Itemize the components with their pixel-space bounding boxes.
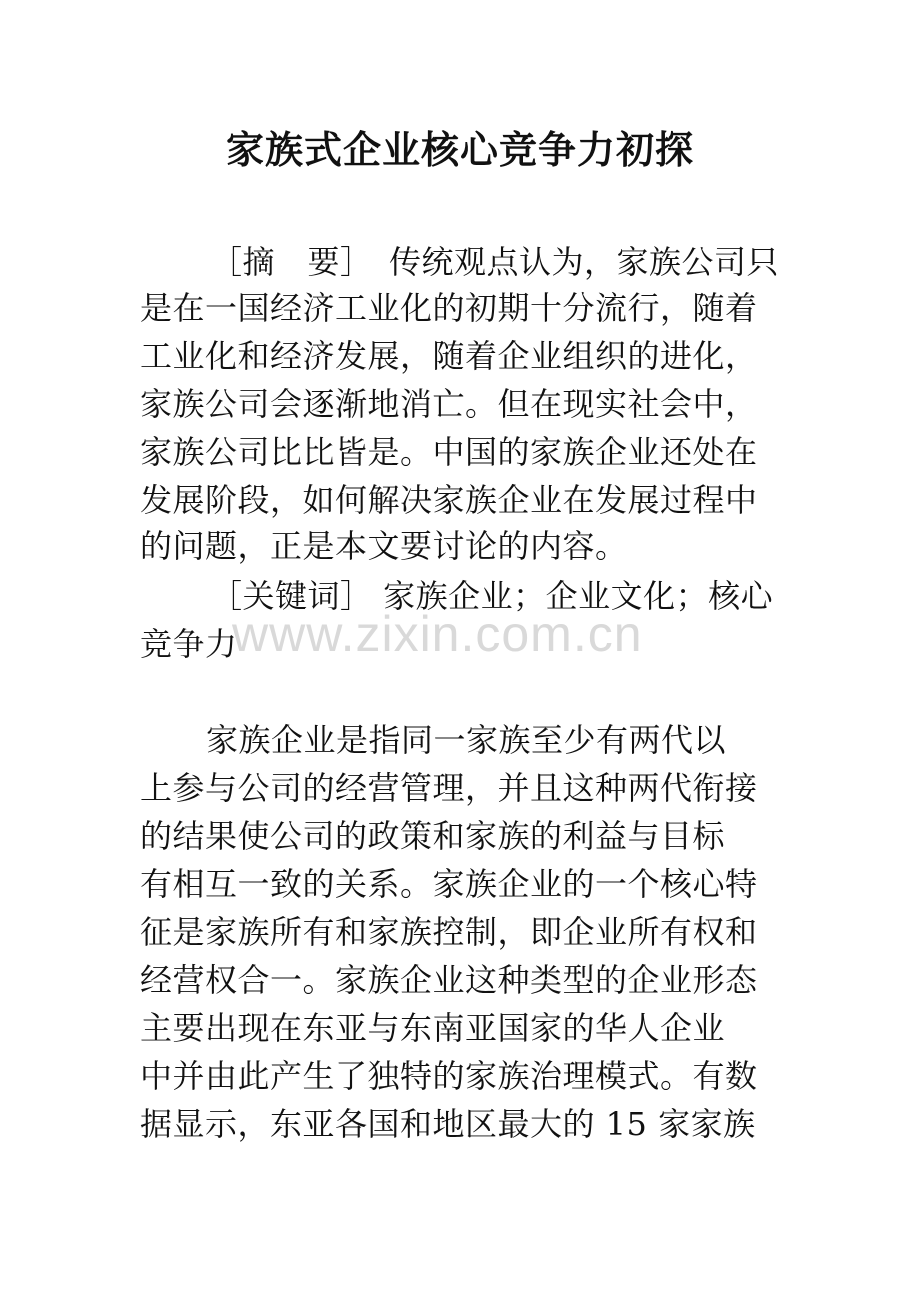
keywords-line: ［关键词］ 家族企业；企业文化；核心 xyxy=(210,577,774,615)
body-line: 征是家族所有和家族控制，即企业所有权和 xyxy=(140,913,758,951)
body-line: 有相互一致的关系。家族企业的一个核心特 xyxy=(140,865,758,903)
abstract-line: 发展阶段，如何解决家族企业在发展过程中 xyxy=(140,481,758,519)
abstract-line: 是在一国经济工业化的初期十分流行，随着 xyxy=(140,289,758,327)
body-line: 家族企业是指同一家族至少有两代以 xyxy=(206,721,727,759)
body-line: 的结果使公司的政策和家族的利益与目标 xyxy=(140,817,726,855)
abstract-line: 家族公司比比皆是。中国的家族企业还处在 xyxy=(140,433,758,471)
keywords-line: 竞争力 xyxy=(140,625,238,663)
body-line: 上参与公司的经营管理，并且这种两代衔接 xyxy=(140,769,758,807)
abstract-line: ［摘 要］ 传统观点认为，家族公司只 xyxy=(210,243,780,281)
abstract-line: 工业化和经济发展，随着企业组织的进化， xyxy=(140,337,758,375)
body-line: 中并由此产生了独特的家族治理模式。有数 xyxy=(140,1057,758,1095)
document-title: 家族式企业核心竞争力初探 xyxy=(225,127,694,172)
body-line: 经营权合一。家族企业这种类型的企业形态 xyxy=(140,961,758,999)
abstract-line: 家族公司会逐渐地消亡。但在现实社会中， xyxy=(140,385,758,423)
body-line: 主要出现在东亚与东南亚国家的华人企业 xyxy=(140,1009,726,1047)
abstract-line: 的问题，正是本文要讨论的内容。 xyxy=(140,527,628,565)
body-line: 据显示，东亚各国和地区最大的 15 家家族 xyxy=(140,1105,756,1143)
watermark-text: www.zixin.com.cn xyxy=(232,606,643,662)
